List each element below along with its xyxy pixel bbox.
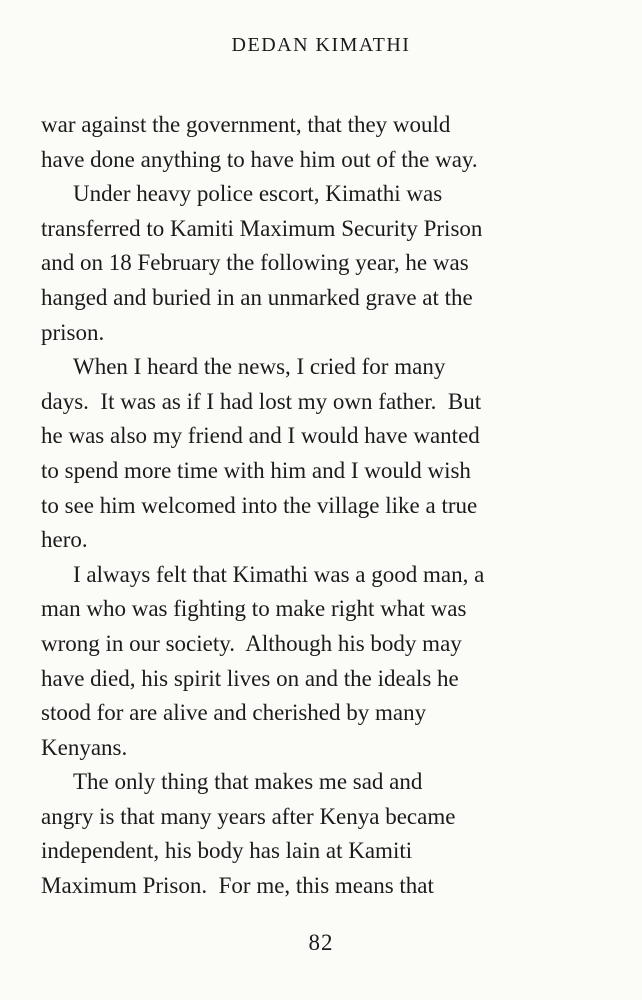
text-line: transferred to Kamiti Maximum Security Prison	[41, 215, 483, 241]
text-line: to spend more time with him and I would wish	[41, 457, 471, 483]
body-text	[41, 108, 601, 904]
text-line: he was also my friend and I would have wanted	[41, 423, 480, 449]
text-line: war against the government, that they would	[41, 112, 451, 137]
text-line: hero.	[41, 527, 88, 553]
text-line: independent, his body has lain at Kamiti	[41, 838, 413, 864]
text-line: The only thing that makes me sad and	[73, 769, 423, 795]
page-number: 82	[308, 930, 334, 955]
text-line: prison.	[41, 319, 105, 345]
text-line: Kenyans.	[41, 734, 128, 760]
text-line: stood for are alive and cherished by many	[41, 700, 427, 726]
text-line: angry is that many years after Kenya became	[41, 803, 456, 829]
text-line: I always felt that Kimathi was a good man, a	[73, 561, 485, 587]
text-line: Under heavy police escort, Kimathi was	[73, 181, 443, 207]
text-line: have done anything to have him out of the way.	[41, 146, 478, 172]
text-line: and on 18 February the following year, he was	[41, 250, 469, 276]
text-line: to see him welcomed into the village like a true	[41, 492, 478, 518]
text-line: man who was fighting to make right what was	[41, 596, 467, 622]
text-line: Maximum Prison. For me, this means that	[41, 873, 434, 899]
running-head: DEDAN KIMATHI	[231, 34, 411, 56]
text-line: days. It was as if I had lost my own father. But	[41, 388, 482, 414]
text-line: When I heard the news, I cried for many	[73, 354, 446, 380]
text-line: have died, his spirit lives on and the ideals he	[41, 665, 459, 691]
text-line: wrong in our society. Although his body may	[41, 630, 462, 656]
text-line: hanged and buried in an unmarked grave at the	[41, 284, 473, 310]
